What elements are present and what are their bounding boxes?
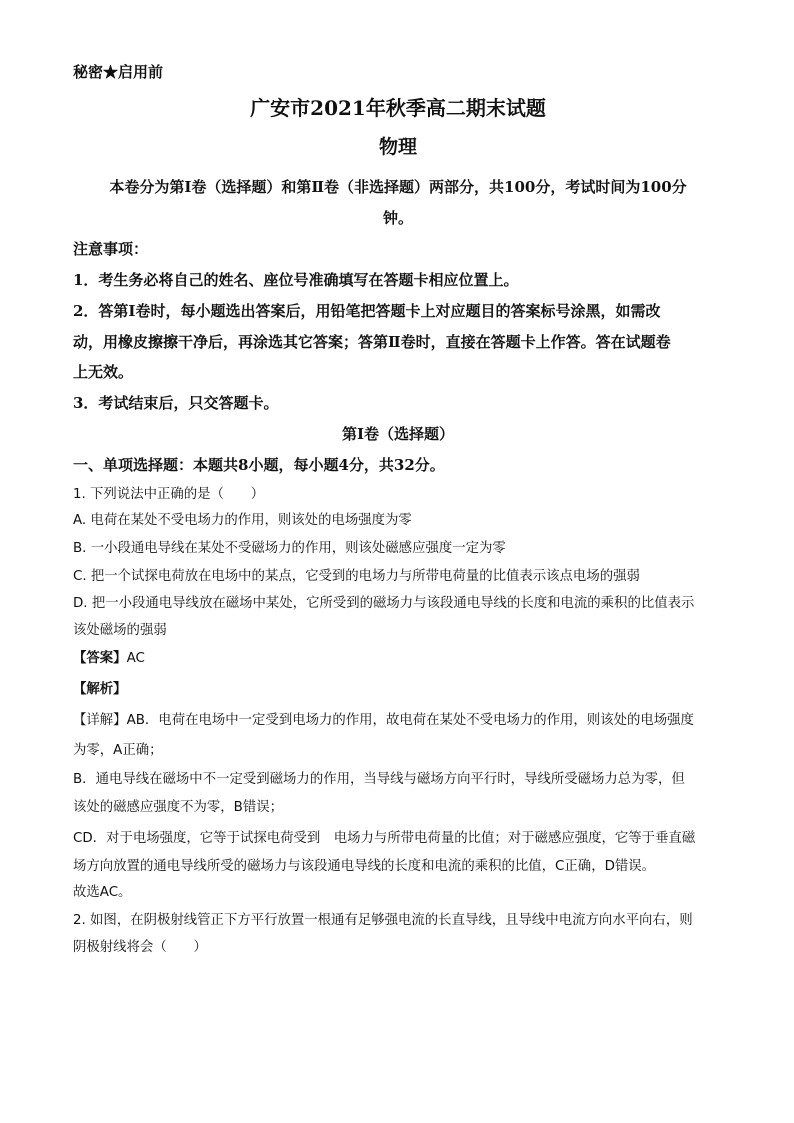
q1-answer [73, 646, 728, 672]
q1-option-d-line-2: 该处磁场的强弱 [73, 623, 167, 638]
q1-stem: 1. 下列说法中正确的是（ ） [73, 487, 265, 502]
intro-line-1: 本卷分为第Ⅰ卷（选择题）和第Ⅱ卷（非选择题）两部分，共100分，考试时间为100分 [109, 178, 687, 196]
q1-detail-line-1 [73, 708, 728, 734]
answer-label: 【答案】 [73, 651, 127, 666]
intro-line-2: 钟。 [382, 209, 413, 227]
q1-option-b: B. 一小段通电导线在某处不受磁场力的作用，则该处磁感应强度一定为零 [73, 541, 506, 556]
detail-label: 【详解】 [73, 713, 127, 728]
q1-detail-line-3: B．通电导线在磁场中不一定受到磁场力的作用，当导线与磁场方向平行时，导线所受磁场力总为零，但 [73, 772, 685, 787]
q1-conclusion: 故选AC。 [73, 885, 132, 900]
note-item-1: 1．考生务必将自己的姓名、座位号准确填写在答题卡相应位置上。 [73, 271, 519, 289]
notes-heading: 注意事项： [73, 240, 149, 258]
q1-detail-line-2: 为零，A正确； [73, 743, 163, 758]
q1-option-d-line-1: D. 把一小段通电导线放在磁场中某处，它所受到的磁场力与该段通电导线的长度和电流的乘积的比值表示 [73, 596, 695, 611]
answer-value: AC [126, 651, 145, 666]
note-item-2-line-3: 上无效。 [73, 363, 134, 381]
q1-option-c: C. 把一个试探电荷放在电场中的某点，它受到的电场力与所带电荷量的比值表示该点电场的强弱 [73, 569, 640, 584]
q1-detail-line-4: 该处的磁感应强度不为零，B错误； [73, 800, 284, 815]
note-item-2-line-2: 动，用橡皮擦擦干净后，再涂选其它答案；答第Ⅱ卷时，直接在答题卡上作答。答在试题卷 [73, 333, 671, 351]
exam-title: 广安市2021年秋季高二期末试题 [250, 96, 546, 120]
detail-text-1: AB．电荷在电场中一定受到电场力的作用，故电荷在某处不受电场力的作用，则该处的电场强度 [126, 713, 694, 728]
q1-detail-line-6: 场方向放置的通电导线所受的磁场力与该段通电导线的长度和电流的乘积的比值，C正确，D错误。 [73, 859, 656, 874]
section-title: 第Ⅰ卷（选择题） [341, 425, 455, 443]
confidential-label: 秘密★启用前 [73, 63, 164, 81]
part-1-heading: 一、单项选择题：本题共8小题，每小题4分，共32分。 [73, 456, 445, 474]
note-item-3: 3．考试结束后，只交答题卡。 [73, 394, 279, 412]
note-item-2-line-1: 2．答第Ⅰ卷时，每小题选出答案后，用铅笔把答题卡上对应题目的答案标号涂黑，如需改 [73, 302, 661, 320]
analysis-label: 【解析】 [73, 682, 127, 697]
q1-detail-line-5: CD．对于电场强度，它等于试探电荷受到 电场力与所带电荷量的比值；对于磁感应强度，它等于垂直磁 [73, 831, 696, 846]
q1-option-a: A. 电荷在某处不受电场力的作用，则该处的电场强度为零 [73, 513, 412, 528]
q2-stem-line-2: 阴极射线将会（ ） [73, 940, 207, 955]
q2-stem-line-1: 2. 如图，在阴极射线管正下方平行放置一根通有足够强电流的长直导线，且导线中电流方向水平向右，则 [73, 913, 693, 928]
subject-title: 物理 [378, 136, 417, 158]
